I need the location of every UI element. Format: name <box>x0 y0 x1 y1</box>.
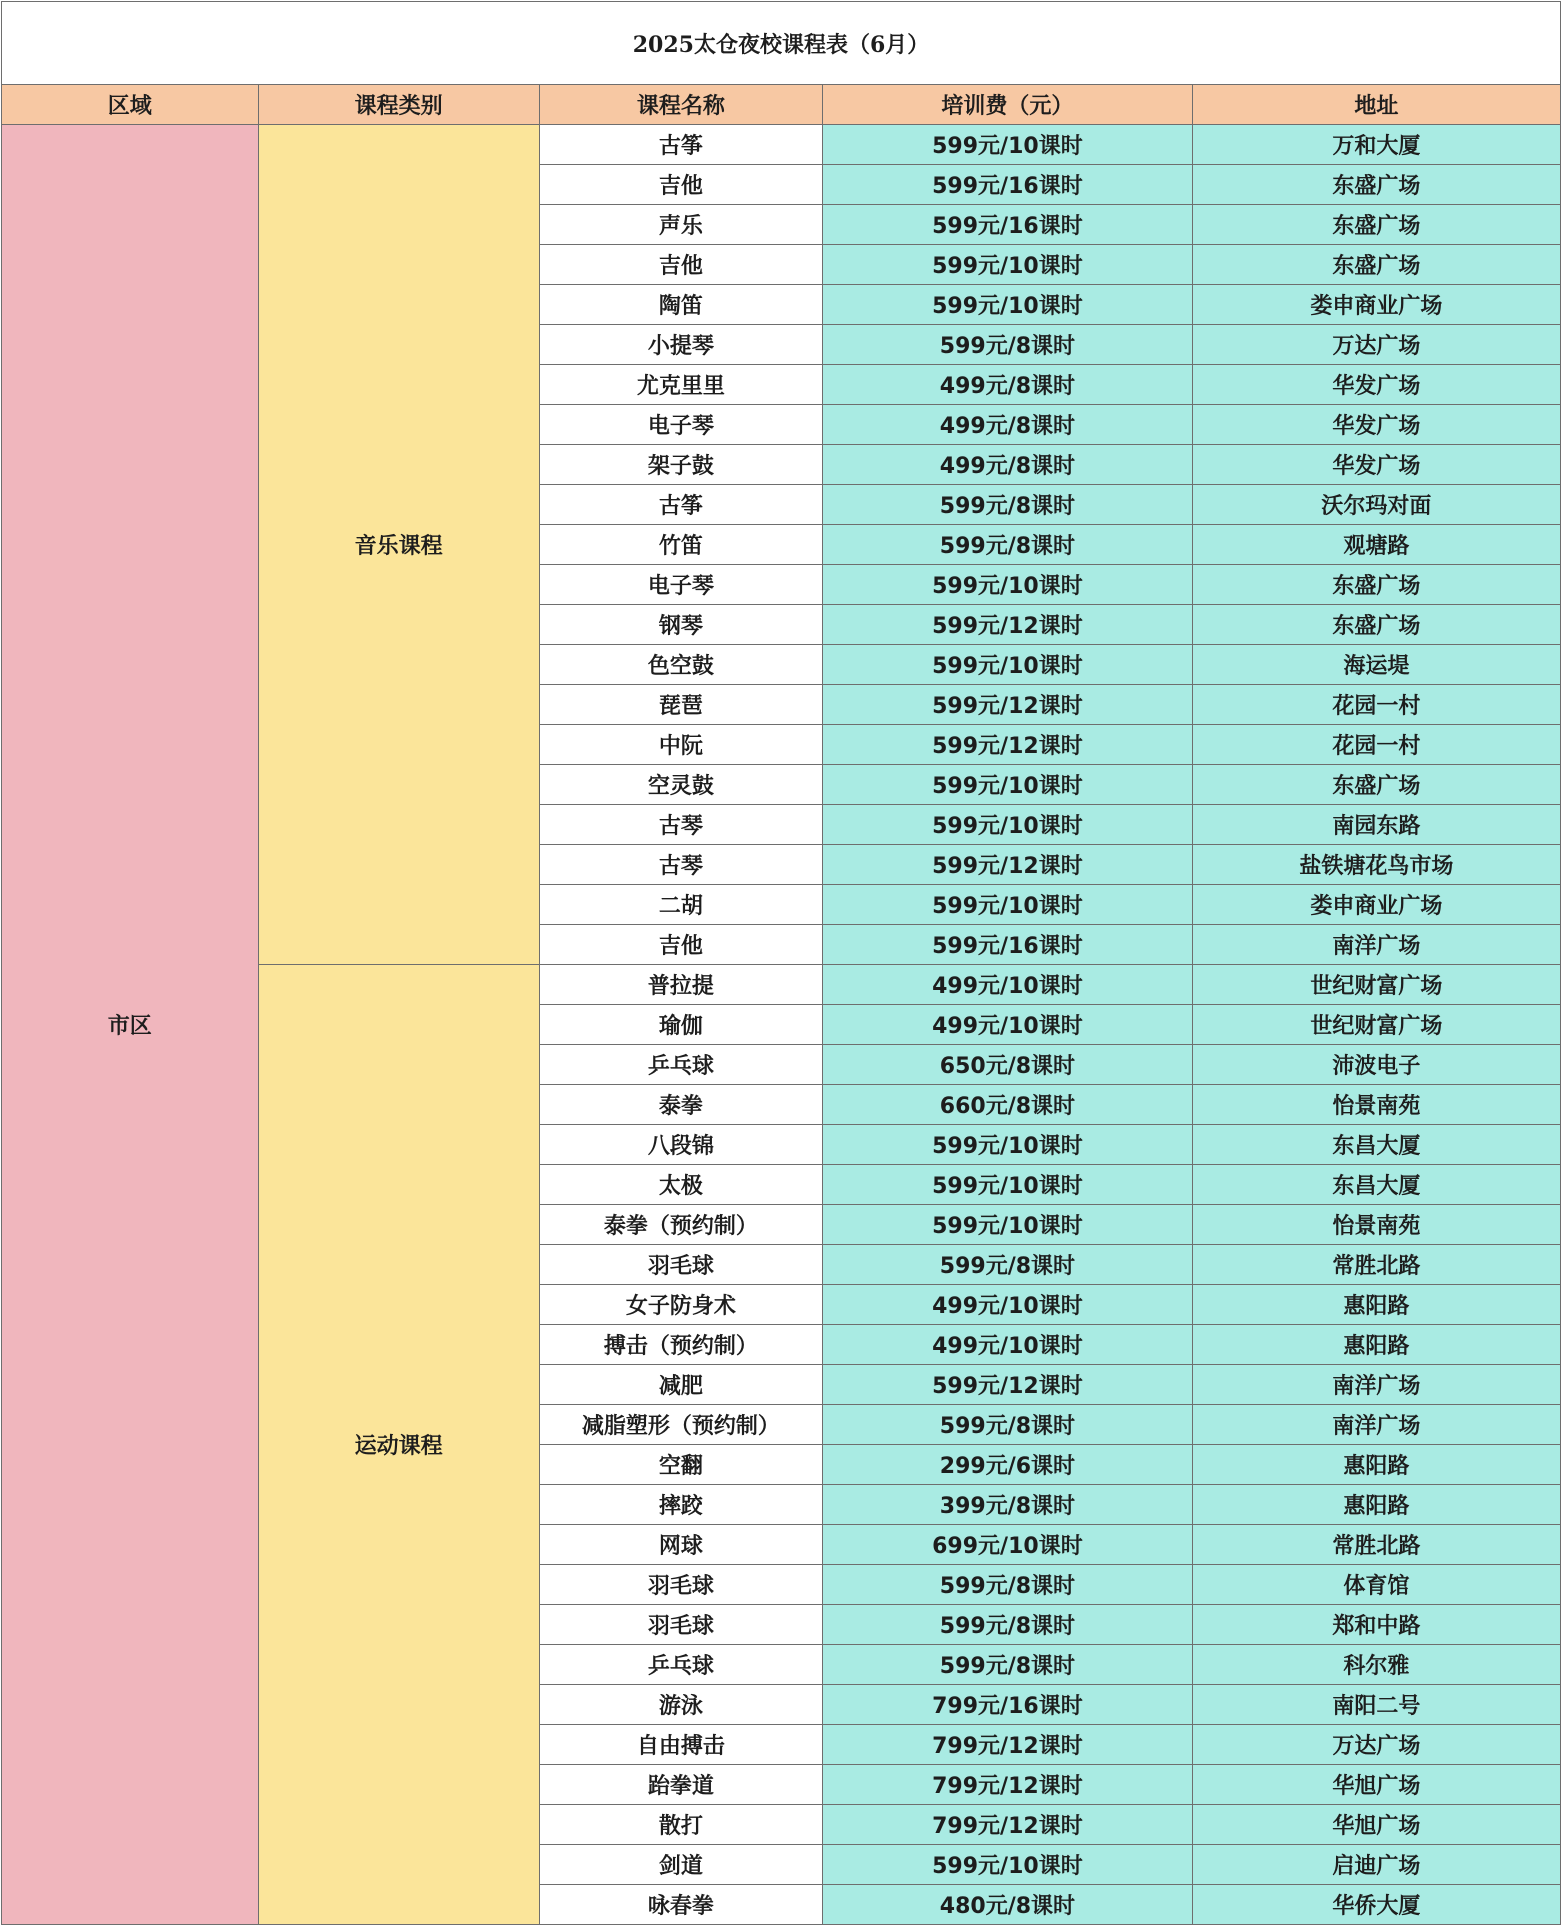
course-name-cell: 泰拳（预约制） <box>539 1205 823 1245</box>
address-cell: 华发广场 <box>1192 405 1560 445</box>
course-name-cell: 古筝 <box>539 485 823 525</box>
address-cell: 惠阳路 <box>1192 1485 1560 1525</box>
course-name-cell: 游泳 <box>539 1685 823 1725</box>
fee-cell: 799元/12课时 <box>823 1805 1192 1845</box>
address-cell: 万达广场 <box>1192 325 1560 365</box>
address-cell: 东昌大厦 <box>1192 1165 1560 1205</box>
course-table <box>1 1 1561 1925</box>
course-name-cell: 钢琴 <box>539 605 823 645</box>
fee-cell: 599元/10课时 <box>823 285 1192 325</box>
fee-cell: 599元/12课时 <box>823 605 1192 645</box>
address-cell: 东盛广场 <box>1192 765 1560 805</box>
fee-cell: 599元/8课时 <box>823 525 1192 565</box>
address-cell: 娄申商业广场 <box>1192 285 1560 325</box>
address-cell: 东盛广场 <box>1192 605 1560 645</box>
fee-cell: 599元/10课时 <box>823 1165 1192 1205</box>
course-name-cell: 电子琴 <box>539 405 823 445</box>
fee-cell: 599元/8课时 <box>823 1405 1192 1445</box>
fee-cell: 499元/10课时 <box>823 1285 1192 1325</box>
fee-cell: 599元/8课时 <box>823 1605 1192 1645</box>
course-name-cell: 竹笛 <box>539 525 823 565</box>
page-title: 2025太仓夜校课程表（6月） <box>2 2 1561 85</box>
fee-cell: 660元/8课时 <box>823 1085 1192 1125</box>
course-name-cell: 减脂塑形（预约制） <box>539 1405 823 1445</box>
fee-cell: 499元/10课时 <box>823 1005 1192 1045</box>
course-name-cell: 吉他 <box>539 245 823 285</box>
region-cell: 市区 <box>2 125 259 1925</box>
course-name-cell: 电子琴 <box>539 565 823 605</box>
address-cell: 华侨大厦 <box>1192 1885 1560 1925</box>
address-cell: 南园东路 <box>1192 805 1560 845</box>
category-cell: 运动课程 <box>258 965 539 1925</box>
course-name-cell: 网球 <box>539 1525 823 1565</box>
course-name-cell: 搏击（预约制） <box>539 1325 823 1365</box>
course-name-cell: 小提琴 <box>539 325 823 365</box>
course-name-cell: 中阮 <box>539 725 823 765</box>
address-cell: 华发广场 <box>1192 445 1560 485</box>
fee-cell: 599元/10课时 <box>823 645 1192 685</box>
header-row <box>2 85 1561 125</box>
course-name-cell: 羽毛球 <box>539 1605 823 1645</box>
header-category: 课程类别 <box>258 85 539 125</box>
address-cell: 世纪财富广场 <box>1192 965 1560 1005</box>
course-name-cell: 泰拳 <box>539 1085 823 1125</box>
course-name-cell: 散打 <box>539 1805 823 1845</box>
fee-cell: 599元/10课时 <box>823 805 1192 845</box>
fee-cell: 599元/8课时 <box>823 1645 1192 1685</box>
address-cell: 郑和中路 <box>1192 1605 1560 1645</box>
fee-cell: 599元/10课时 <box>823 1125 1192 1165</box>
fee-cell: 599元/12课时 <box>823 725 1192 765</box>
header-region: 区域 <box>2 85 259 125</box>
address-cell: 怡景南苑 <box>1192 1085 1560 1125</box>
address-cell: 海运堤 <box>1192 645 1560 685</box>
fee-cell: 480元/8课时 <box>823 1885 1192 1925</box>
fee-cell: 599元/12课时 <box>823 845 1192 885</box>
address-cell: 南阳二号 <box>1192 1685 1560 1725</box>
address-cell: 启迪广场 <box>1192 1845 1560 1885</box>
address-cell: 世纪财富广场 <box>1192 1005 1560 1045</box>
fee-cell: 599元/12课时 <box>823 685 1192 725</box>
fee-cell: 399元/8课时 <box>823 1485 1192 1525</box>
fee-cell: 599元/16课时 <box>823 165 1192 205</box>
course-name-cell: 尤克里里 <box>539 365 823 405</box>
course-name-cell: 咏春拳 <box>539 1885 823 1925</box>
course-name-cell: 太极 <box>539 1165 823 1205</box>
address-cell: 东盛广场 <box>1192 565 1560 605</box>
address-cell: 花园一村 <box>1192 685 1560 725</box>
fee-cell: 599元/8课时 <box>823 485 1192 525</box>
course-name-cell: 减肥 <box>539 1365 823 1405</box>
address-cell: 常胜北路 <box>1192 1525 1560 1565</box>
address-cell: 沛波电子 <box>1192 1045 1560 1085</box>
course-name-cell: 羽毛球 <box>539 1245 823 1285</box>
fee-cell: 599元/10课时 <box>823 885 1192 925</box>
course-name-cell: 琵琶 <box>539 685 823 725</box>
address-cell: 体育馆 <box>1192 1565 1560 1605</box>
fee-cell: 599元/12课时 <box>823 1365 1192 1405</box>
fee-cell: 799元/12课时 <box>823 1765 1192 1805</box>
fee-cell: 599元/16课时 <box>823 925 1192 965</box>
fee-cell: 599元/10课时 <box>823 245 1192 285</box>
course-name-cell: 吉他 <box>539 165 823 205</box>
fee-cell: 499元/8课时 <box>823 405 1192 445</box>
fee-cell: 599元/10课时 <box>823 125 1192 165</box>
course-name-cell: 女子防身术 <box>539 1285 823 1325</box>
address-cell: 万达广场 <box>1192 1725 1560 1765</box>
course-name-cell: 普拉提 <box>539 965 823 1005</box>
course-name-cell: 古筝 <box>539 125 823 165</box>
course-name-cell: 架子鼓 <box>539 445 823 485</box>
category-cell: 音乐课程 <box>258 125 539 965</box>
course-name-cell: 跆拳道 <box>539 1765 823 1805</box>
course-name-cell: 空灵鼓 <box>539 765 823 805</box>
header-course-name: 课程名称 <box>539 85 823 125</box>
address-cell: 万和大厦 <box>1192 125 1560 165</box>
fee-cell: 599元/10课时 <box>823 765 1192 805</box>
fee-cell: 799元/16课时 <box>823 1685 1192 1725</box>
course-name-cell: 羽毛球 <box>539 1565 823 1605</box>
address-cell: 花园一村 <box>1192 725 1560 765</box>
course-name-cell: 乒乓球 <box>539 1045 823 1085</box>
fee-cell: 599元/10课时 <box>823 1845 1192 1885</box>
fee-cell: 599元/8课时 <box>823 1245 1192 1285</box>
address-cell: 惠阳路 <box>1192 1325 1560 1365</box>
course-name-cell: 瑜伽 <box>539 1005 823 1045</box>
fee-cell: 599元/16课时 <box>823 205 1192 245</box>
address-cell: 怡景南苑 <box>1192 1205 1560 1245</box>
course-name-cell: 八段锦 <box>539 1125 823 1165</box>
address-cell: 华发广场 <box>1192 365 1560 405</box>
fee-cell: 799元/12课时 <box>823 1725 1192 1765</box>
course-name-cell: 陶笛 <box>539 285 823 325</box>
address-cell: 娄申商业广场 <box>1192 885 1560 925</box>
address-cell: 科尔雅 <box>1192 1645 1560 1685</box>
fee-cell: 650元/8课时 <box>823 1045 1192 1085</box>
fee-cell: 499元/8课时 <box>823 445 1192 485</box>
address-cell: 南洋广场 <box>1192 1405 1560 1445</box>
course-name-cell: 空翻 <box>539 1445 823 1485</box>
course-name-cell: 乒乓球 <box>539 1645 823 1685</box>
course-name-cell: 吉他 <box>539 925 823 965</box>
fee-cell: 699元/10课时 <box>823 1525 1192 1565</box>
course-name-cell: 自由搏击 <box>539 1725 823 1765</box>
address-cell: 东昌大厦 <box>1192 1125 1560 1165</box>
fee-cell: 599元/10课时 <box>823 565 1192 605</box>
course-name-cell: 二胡 <box>539 885 823 925</box>
course-name-cell: 古琴 <box>539 845 823 885</box>
address-cell: 沃尔玛对面 <box>1192 485 1560 525</box>
address-cell: 华旭广场 <box>1192 1805 1560 1845</box>
address-cell: 南洋广场 <box>1192 1365 1560 1405</box>
fee-cell: 599元/8课时 <box>823 325 1192 365</box>
address-cell: 常胜北路 <box>1192 1245 1560 1285</box>
address-cell: 惠阳路 <box>1192 1285 1560 1325</box>
address-cell: 观塘路 <box>1192 525 1560 565</box>
fee-cell: 499元/8课时 <box>823 365 1192 405</box>
address-cell: 惠阳路 <box>1192 1445 1560 1485</box>
address-cell: 盐铁塘花鸟市场 <box>1192 845 1560 885</box>
course-name-cell: 色空鼓 <box>539 645 823 685</box>
header-address: 地址 <box>1192 85 1560 125</box>
address-cell: 东盛广场 <box>1192 205 1560 245</box>
fee-cell: 499元/10课时 <box>823 965 1192 1005</box>
fee-cell: 599元/10课时 <box>823 1205 1192 1245</box>
fee-cell: 499元/10课时 <box>823 1325 1192 1365</box>
address-cell: 华旭广场 <box>1192 1765 1560 1805</box>
course-name-cell: 摔跤 <box>539 1485 823 1525</box>
title-row <box>2 2 1561 85</box>
course-name-cell: 古琴 <box>539 805 823 845</box>
fee-cell: 299元/6课时 <box>823 1445 1192 1485</box>
address-cell: 东盛广场 <box>1192 165 1560 205</box>
address-cell: 南洋广场 <box>1192 925 1560 965</box>
header-fee: 培训费（元） <box>823 85 1192 125</box>
course-name-cell: 声乐 <box>539 205 823 245</box>
table-row <box>2 125 1561 165</box>
course-name-cell: 剑道 <box>539 1845 823 1885</box>
address-cell: 东盛广场 <box>1192 245 1560 285</box>
fee-cell: 599元/8课时 <box>823 1565 1192 1605</box>
